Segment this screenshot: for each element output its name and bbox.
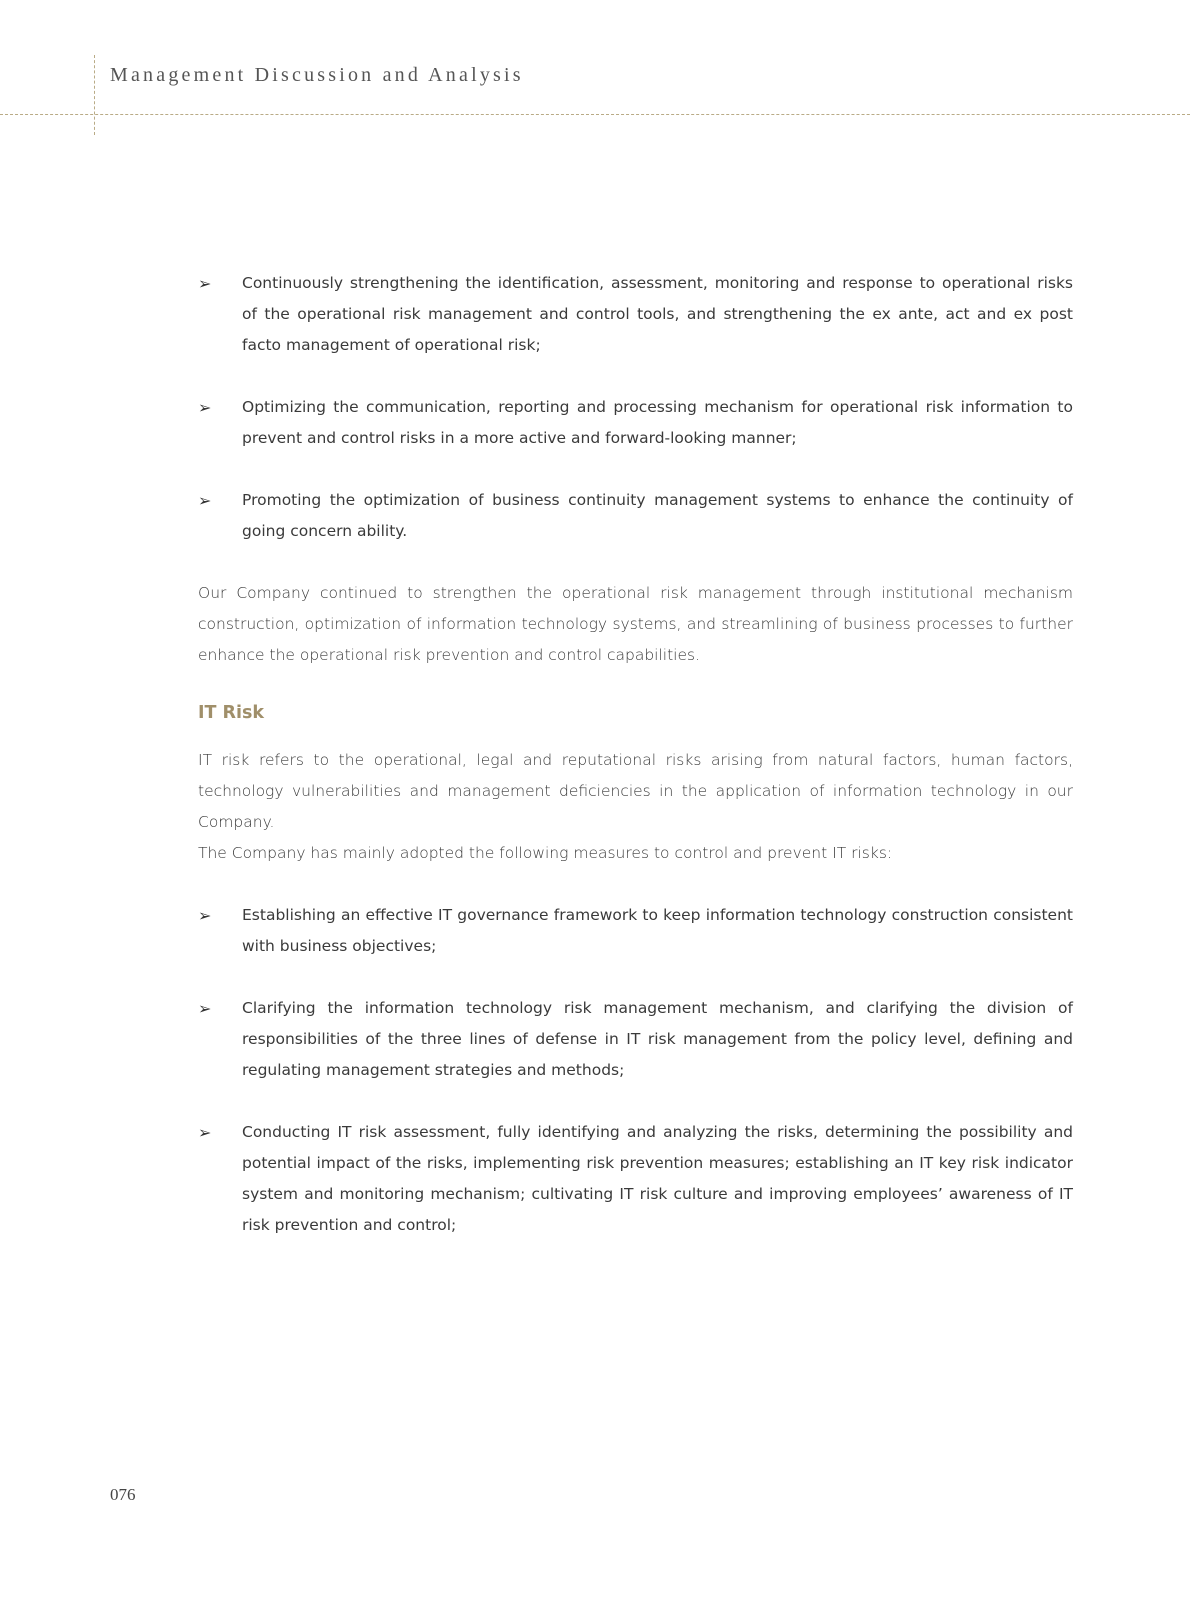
paragraph: IT risk refers to the operational, legal and reputational risks arising from natural factors, human factors, technology vulnerabilities and management deficiencies in the application of information technology in our Company. xyxy=(198,751,1073,831)
arrow-bullet-icon: ➢ xyxy=(198,1123,212,1142)
list-item: ➢ Clarifying the information technology risk management mechanism, and clarifying the division of responsibilities of the three lines of defense in IT risk management from the policy level, defining and regulating management strategies and methods; xyxy=(198,993,1073,1086)
list-item: ➢ Optimizing the communication, reporting and processing mechanism for operational risk information to prevent and control risks in a more active and forward-looking manner; xyxy=(198,392,1073,454)
arrow-bullet-icon: ➢ xyxy=(198,398,212,417)
running-header: Management Discussion and Analysis xyxy=(110,64,524,86)
paragraph: The Company has mainly adopted the following measures to control and prevent IT risks: xyxy=(198,844,893,862)
list-item: ➢ Continuously strengthening the identification, assessment, monitoring and response to operational risks of the operational risk management and control tools, and strengthening the ex ante, act and ex post facto management of operational risk; xyxy=(198,268,1073,361)
page-number: 076 xyxy=(110,1485,136,1504)
header-vertical-rule xyxy=(94,55,95,135)
arrow-bullet-icon: ➢ xyxy=(198,491,212,510)
arrow-bullet-icon: ➢ xyxy=(198,274,212,293)
list-item: ➢ Promoting the optimization of business continuity management systems to enhance the continuity of going concern ability. xyxy=(198,485,1073,547)
arrow-bullet-icon: ➢ xyxy=(198,999,212,1018)
section-heading: IT Risk xyxy=(198,703,265,723)
header-dashed-rule xyxy=(0,114,1190,115)
list-item: ➢ Conducting IT risk assessment, fully identifying and analyzing the risks, determining the possibility and potential impact of the risks, implementing risk prevention measures; establishing an IT key risk indicator system and monitoring mechanism; cultivating IT risk culture and improving employees’ awareness of IT risk prevention and control; xyxy=(198,1117,1073,1241)
arrow-bullet-icon: ➢ xyxy=(198,906,212,925)
list-item: ➢ Establishing an effective IT governance framework to keep information technology construction consistent with business objectives; xyxy=(198,900,1073,962)
paragraph: Our Company continued to strengthen the operational risk management through institutional mechanism construction, optimization of information technology systems, and streamlining of business processes to further enhance the operational risk prevention and control capabilities. xyxy=(198,584,1073,664)
